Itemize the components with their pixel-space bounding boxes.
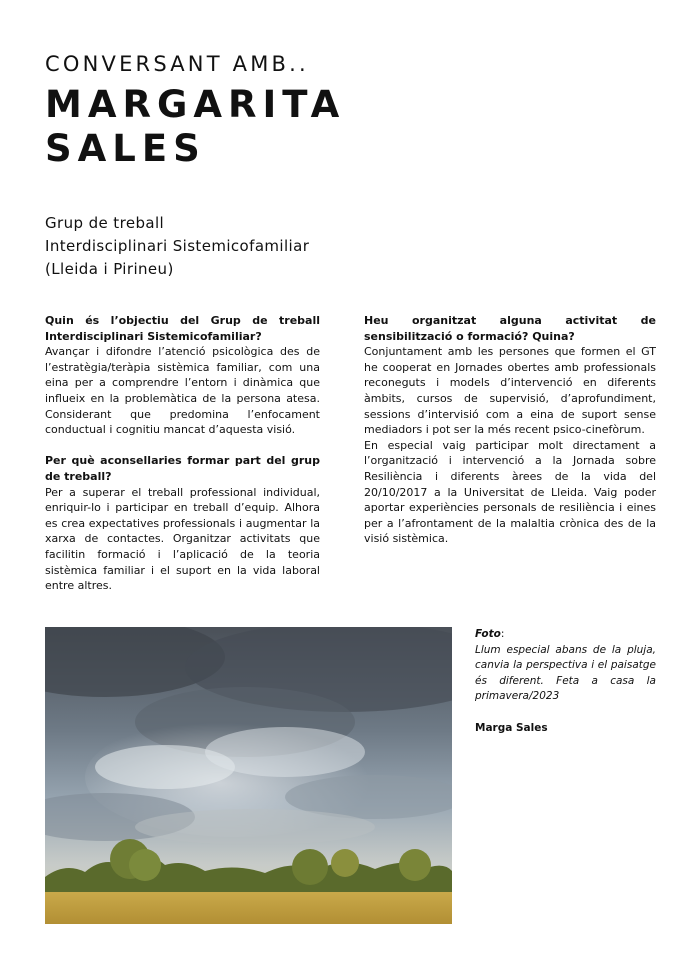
question-objective: Quin és l’objectiu del Grup de treball Interdisciplinari Sistemicofamiliar? bbox=[45, 314, 320, 343]
caption-text: Llum especial abans de la pluja, canvia la perspectiva i el paisatge és diferent. Feta a casa la primavera/2023 bbox=[475, 643, 656, 703]
kicker-title: CONVERSANT AMB.. bbox=[45, 52, 309, 76]
left-column bbox=[45, 313, 320, 594]
group-name bbox=[45, 212, 309, 281]
group-name-line-3: (Lleida i Pirineu) bbox=[45, 260, 174, 278]
caption-label-colon: : bbox=[500, 628, 505, 640]
landscape-photo bbox=[45, 627, 452, 924]
photo-caption bbox=[475, 627, 656, 737]
right-column bbox=[364, 313, 656, 547]
answer-why-join: Per a superar el treball professional individual, enriquir-lo i participar en treball d’equip. Alhora es crea expectatives professionals i augmentar la xarxa de contactes. Organitzar activitats que facilitin formació i l’aplicació de la teoria sistèmica familiar i el suport en la vida laboral entre altres. bbox=[45, 485, 320, 593]
person-last-name: SALES bbox=[45, 127, 206, 170]
person-first-name: MARGARITA bbox=[45, 83, 346, 126]
group-name-line-1: Grup de treball bbox=[45, 214, 165, 232]
answer-activities-2: En especial vaig participar molt directament a l’organització i intervenció a la Jornada sobre Resiliència i diferents àrees de la vida del 20/10/2017 a la Universitat de Lleida. Vaig poder aportar experiències personals de resiliència i eines per a l’afrontament de la malaltia crònica des de la visió sistèmica. bbox=[364, 438, 656, 546]
caption-author: Marga Sales bbox=[475, 721, 548, 734]
answer-activities-1: Conjuntament amb les persones que formen el GT he cooperat en Jornades obertes amb professionals reconeguts i models d’intervenció en diferents àmbits, cursos de supervisió, d’aprofundiment, sessions d’intervisió com a eina de suport sense mediadors i pot ser la més recent psico-cinefòrum. bbox=[364, 345, 656, 437]
question-activities: Heu organitzat alguna activitat de sensibilització o formació? Quina? bbox=[364, 314, 656, 343]
person-name bbox=[45, 83, 345, 171]
answer-objective: Avançar i difondre l’atenció psicològica des de l’estratègia/teràpia sistèmica familiar, com una eina per a comprendre l’entorn i dinàmica que influeix en la problemàtica de la persona atesa. Considerant que predomina l’enfocament conductual i cognitiu mancat d’aquesta visió. bbox=[45, 345, 320, 437]
question-why-join: Per què aconsellaries formar part del grup de treball? bbox=[45, 454, 320, 483]
caption-label: Foto bbox=[475, 628, 501, 640]
group-name-line-2: Interdisciplinari Sistemicofamiliar bbox=[45, 237, 310, 255]
